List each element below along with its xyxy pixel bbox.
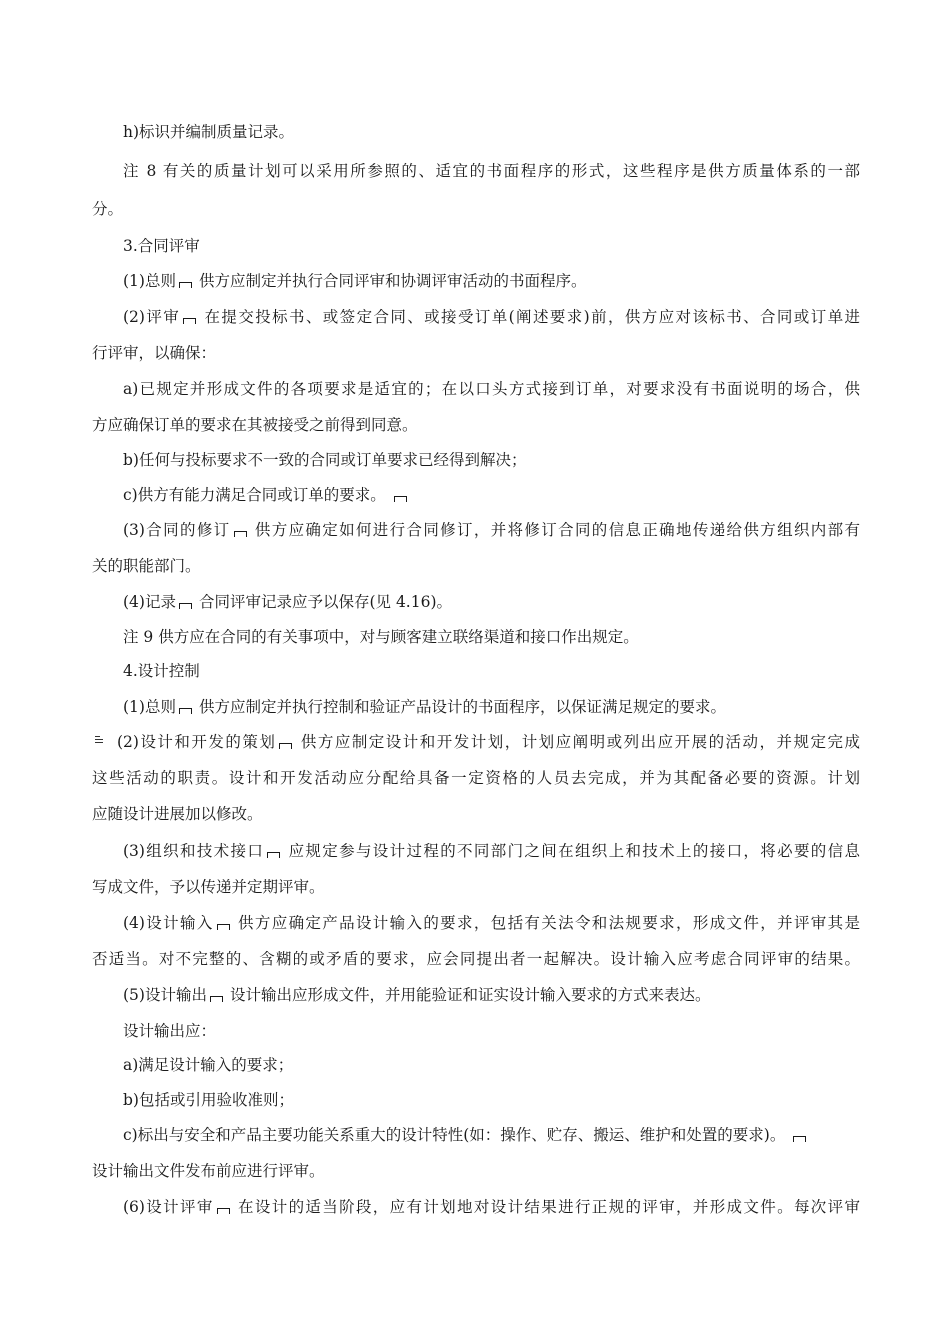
text-line: (2)评审 在提交投标书、或签定合同、或接受订单(阐述要求)前，供方应对该标书、合同或订单进 <box>123 308 860 326</box>
text-line: (5)设计输出 设计输出应形成文件，并用能验证和证实设计输入要求的方式来表达。 <box>123 986 711 1004</box>
text-line: 方应确保订单的要求在其被接受之前得到同意。 <box>92 416 418 434</box>
break-mark-icon <box>179 599 192 609</box>
text-line: (3)合同的修订 供方应确定如何进行合同修订，并将修订合同的信息正确地传递给供方组织内部有 <box>123 521 860 539</box>
text-line: 分。 <box>92 200 124 218</box>
break-mark-icon <box>279 739 292 749</box>
text-line: a)满足设计输入的要求； <box>123 1056 294 1074</box>
text-line: (4)记录 合同评审记录应予以保存(见 4.16)。 <box>123 593 453 611</box>
break-mark-icon <box>179 278 192 288</box>
text-line: c)供方有能力满足合同或订单的要求。 <box>123 484 860 506</box>
break-mark-icon <box>267 848 280 858</box>
break-mark-icon <box>183 314 196 324</box>
text-line: (2)设计和开发的策划 供方应制定设计和开发计划，计划应阐明或列出应开展的活动，并规定完成 <box>117 733 860 751</box>
text-line: c)标出与安全和产品主要功能关系重大的设计特性(如：操作、贮存、搬运、维护和处置的要求)。 <box>123 1124 860 1146</box>
text-line: 注 8 有关的质量计划可以采用所参照的、适宜的书面程序的形式，这些程序是供方质量体系的一部 <box>123 162 861 180</box>
text-line: (4)设计输入 供方应确定产品设计输入的要求，包括有关法令和法规要求，形成文件，并评审其是 <box>123 914 860 932</box>
break-mark-icon <box>394 492 407 502</box>
text-line: 注 9 供方应在合同的有关事项中，对与顾客建立联络渠道和接口作出规定。 <box>123 628 639 646</box>
break-mark-icon <box>217 920 230 930</box>
text-line: 否适当。对不完整的、含糊的或矛盾的要求，应会同提出者一起解决。设计输入应考虑合同评审的结果。 <box>92 950 860 968</box>
text-line: 行评审，以确保： <box>92 344 217 362</box>
break-mark-icon <box>210 992 223 1002</box>
text-line: (1)总则 供方应制定并执行合同评审和协调评审活动的书面程序。 <box>123 272 587 290</box>
section-heading: 3.合同评审 <box>123 237 200 255</box>
break-mark-icon <box>234 527 247 537</box>
text-line: 这些活动的职责。设计和开发活动应分配给具备一定资格的人员去完成，并为其配备必要的资源。计划 <box>92 769 860 787</box>
text-line: a)已规定并形成文件的各项要求是适宜的；在以口头方式接到订单，对要求没有书面说明的场合，供 <box>123 380 860 398</box>
text-line: (6)设计评审 在设计的适当阶段，应有计划地对设计结果进行正规的评审，并形成文件。每次评审 <box>123 1198 860 1216</box>
text-line: 应随设计进展加以修改。 <box>92 805 263 823</box>
text-line: (3)组织和技术接口 应规定参与设计过程的不同部门之间在组织上和技术上的接口，将必要的信息 <box>123 842 860 860</box>
break-mark-icon <box>179 704 192 714</box>
section-heading: 4.设计控制 <box>123 662 200 680</box>
text-line: 设计输出应： <box>123 1022 217 1040</box>
text-line: b)包括或引用验收准则； <box>123 1091 294 1109</box>
text-line: h)标识并编制质量记录。 <box>123 123 295 141</box>
break-mark-icon <box>793 1132 806 1142</box>
text-line: 设计输出文件发布前应进行评审。 <box>92 1162 325 1180</box>
text-line: b)任何与投标要求不一致的合同或订单要求已经得到解决； <box>123 451 527 469</box>
break-mark-icon <box>217 1204 230 1214</box>
text-line: 写成文件，予以传递并定期评审。 <box>92 878 325 896</box>
text-line: 关的职能部门。 <box>92 557 201 575</box>
margin-mark-icon <box>92 733 104 745</box>
text-line: (1)总则 供方应制定并执行控制和验证产品设计的书面程序，以保证满足规定的要求。 <box>123 698 726 716</box>
